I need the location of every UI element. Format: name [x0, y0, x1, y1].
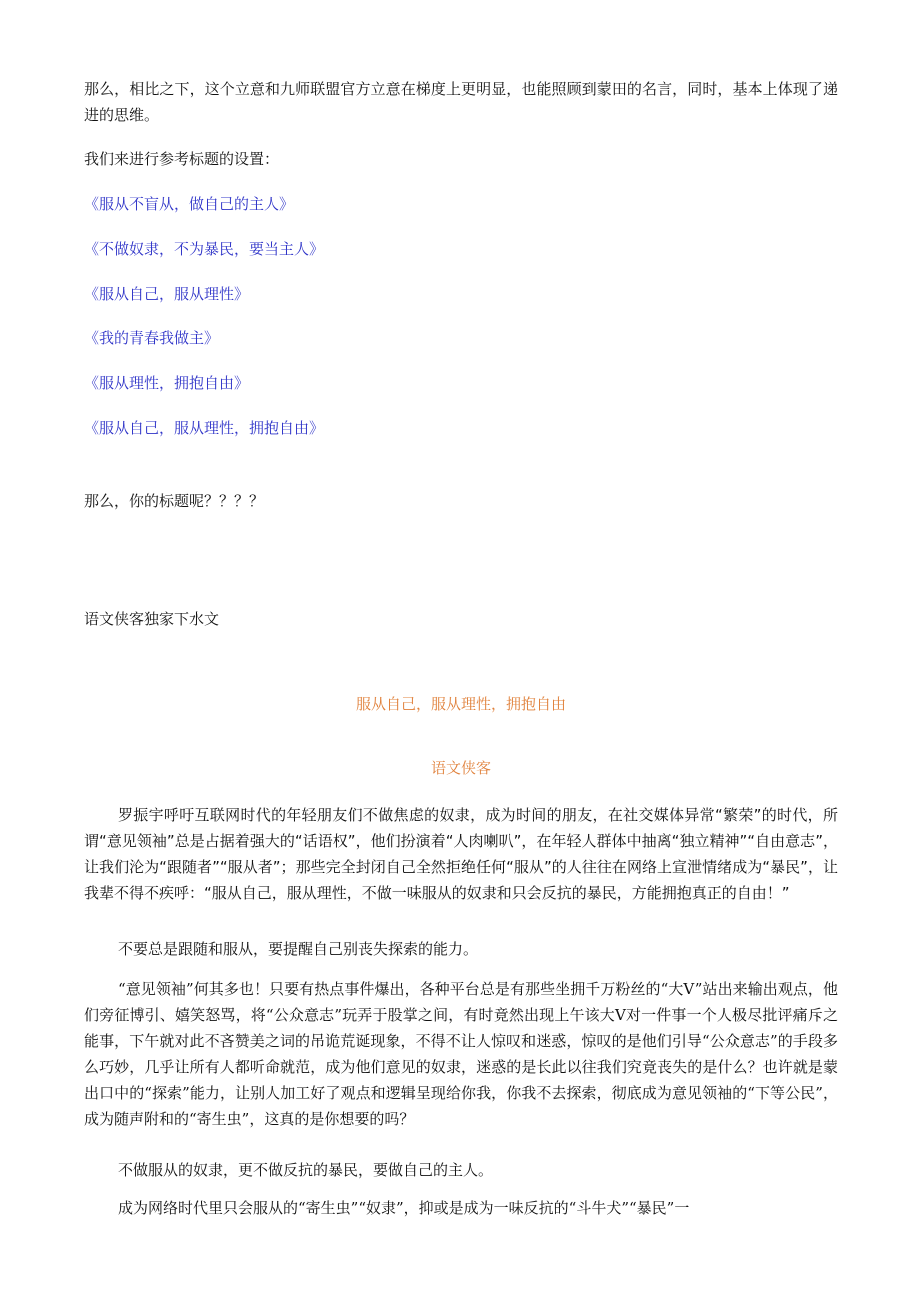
essay-paragraph-2: 不要总是跟随和服从，要提醒自己别丧失探索的能力。: [118, 940, 479, 958]
essay-title: 服从自己，服从理性，拥抱自由: [355, 695, 566, 713]
reference-title-3: 《服从自己，服从理性》: [84, 285, 250, 303]
essay-paragraph-3: “意见领袖”何其多也！只要有热点事件爆出，各种平台总是有那些坐拥千万粉丝的“大V”站出来输出观点，他们旁征博引、嬉笑怒骂，将“公众意志”玩弄于股掌之间，有时竟然出现上午该大V对一件事一个人极尽批评痛斥之能事，下午就对此不吝赞美之词的吊诡荒诞现象，不得不让人惊叹和迷惑，惊叹的是他们引导“公众意志”的手段多么巧妙，几乎让所有人都听命就范，成为他们意见的奴隶，迷惑的是长此以往我们究竟丧失的是什么？也许就是蒙出口中的“探索”能力，让别人加工好了观点和逻辑呈现给你我，你我不去探索，彻底成为意见领袖的“下等公民”，成为随声附和的“寄生虫”，这真的是你想要的吗？: [84, 980, 838, 1128]
question-line: 那么，你的标题呢？？？？: [84, 492, 265, 510]
essay-paragraph-4: 不做服从的奴隶，更不做反抗的暴民，要做自己的主人。: [118, 1161, 494, 1179]
intro-paragraph: 那么，相比之下，这个立意和九师联盟官方立意在梯度上更明显，也能照顾到蒙田的名言，同时，基本上体现了递进的思维。: [84, 80, 838, 124]
reference-title-1: 《服从不盲从，做自己的主人》: [84, 195, 295, 213]
essay-paragraph-1: 罗振宇呼吁互联网时代的年轻朋友们不做焦虑的奴隶，成为时间的朋友，在社交媒体异常“繁荣”的时代，所谓“意见领袖”总是占据着强大的“话语权”，他们扮演着“人肉喇叭”，在年轻人群体中抽离“独立精神”“自由意志”，让我们沦为“跟随者”“服从者”；那些完全封闭自己全然拒绝任何“服从”的人往往在网络上宣泄情绪成为“暴民”，让我辈不得不疾呼：“服从自己，服从理性，不做一味服从的奴隶和只会反抗的暴民，方能拥抱真正的自由！”: [84, 806, 838, 902]
reference-title-2: 《不做奴隶，不为暴民，要当主人》: [84, 240, 325, 258]
reference-title-5: 《服从理性，拥抱自由》: [84, 374, 250, 392]
section-label: 语文侠客独家下水文: [84, 610, 220, 628]
reference-title-4: 《我的青春我做主》: [84, 329, 220, 347]
essay-author: 语文侠客: [430, 759, 491, 777]
essay-paragraph-5: 成为网络时代里只会服从的“寄生虫”“奴隶”，抑或是成为一味反抗的“斗牛犬”“暴民”一: [118, 1199, 690, 1217]
title-setup-intro: 我们来进行参考标题的设置：: [84, 150, 280, 168]
reference-title-6: 《服从自己，服从理性，拥抱自由》: [84, 419, 325, 437]
